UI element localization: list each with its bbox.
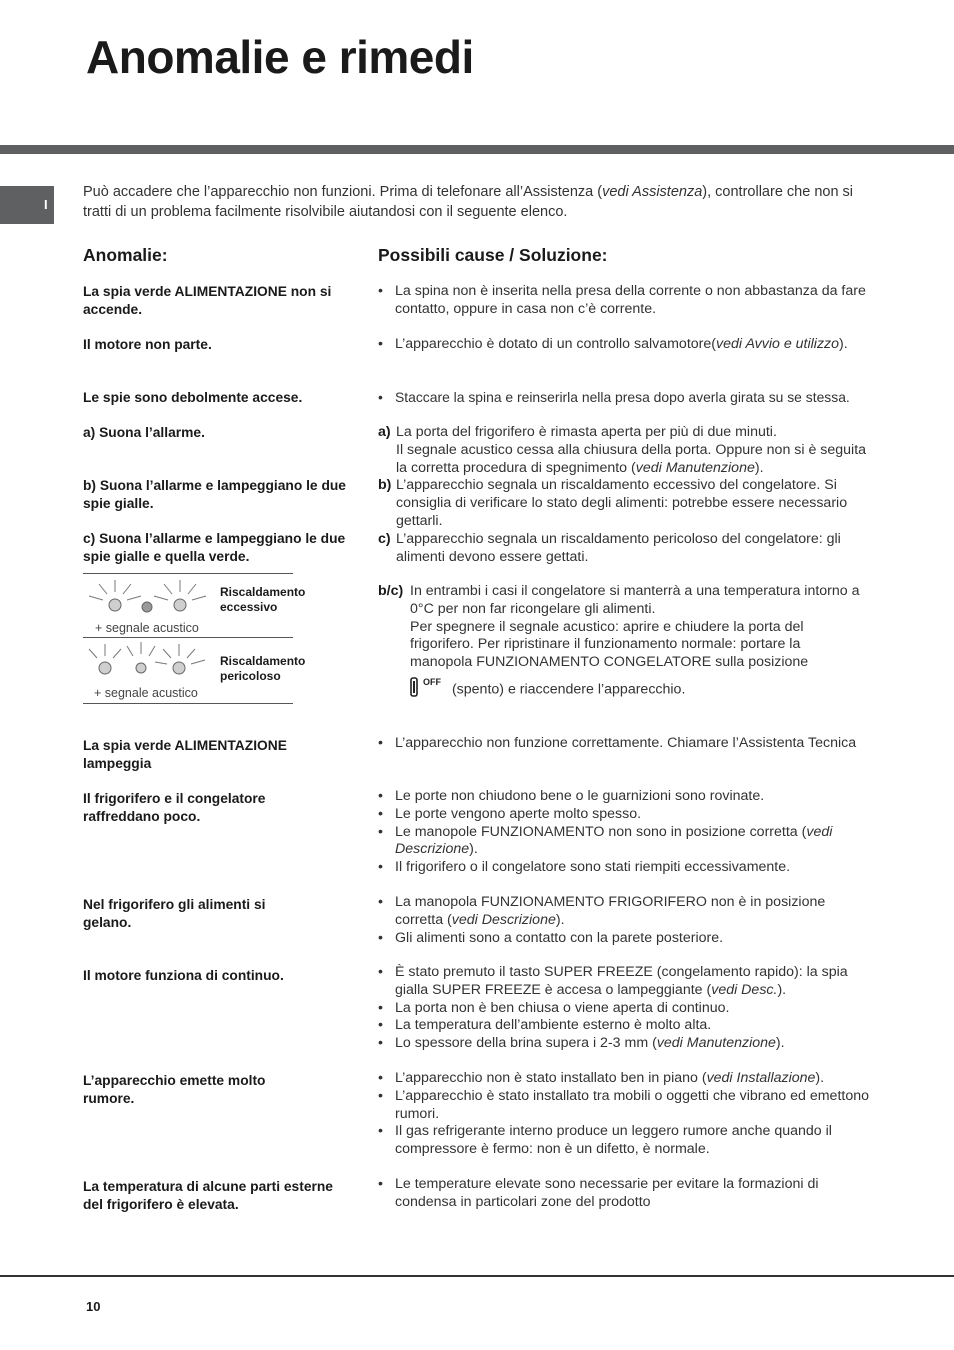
bullet-text: Lo spessore della brina supera i 2-3 mm ( xyxy=(395,1035,657,1052)
bullet-item: • Il gas refrigerante interno produce un leggero rumore anche quando il compressore è fermo: non è un difetto, è normale. xyxy=(378,1123,873,1159)
item-text: ). xyxy=(754,459,764,476)
reference-link: vedi Desc. xyxy=(711,981,778,998)
bullet-item: • L’apparecchio non funzione correttamente. Chiamare l’Assistenta Tecnica xyxy=(378,735,858,753)
off-position-icon xyxy=(410,676,448,704)
labeled-item xyxy=(378,477,878,530)
anomaly-power-blinking: La spia verde ALIMENTAZIONE lampeggia xyxy=(83,738,287,771)
diagram-divider-top xyxy=(83,573,293,574)
diagram-divider-bottom xyxy=(83,703,293,704)
excessive-heating-lights-icon xyxy=(83,576,223,624)
reference-link: vedi Descrizione xyxy=(451,911,556,928)
bullet-item: • Le temperature elevate sono necessarie per evitare la formazioni di condensa in particolari zone del prodotto xyxy=(378,1176,863,1212)
solution-power-blinking xyxy=(378,735,858,753)
anomaly-hot-parts: La temperatura di alcune parti esterne del frigorifero è elevata. xyxy=(83,1179,333,1212)
solution-power xyxy=(378,283,868,319)
solution-hot-parts xyxy=(378,1176,863,1212)
intro-ref: vedi Assistenza xyxy=(602,184,703,200)
item-text: In entrambi i casi il congelatore si manterrà a una temperatura intorno a 0°C per non far ricongelare gli alimenti. xyxy=(410,583,860,617)
bullet-text: ). xyxy=(777,981,787,998)
anomaly-alarm-b: b) Suona l’allarme e lampeggiano le due spie gialle. xyxy=(83,478,346,511)
language-tab-label: I xyxy=(44,197,48,212)
labeled-item xyxy=(378,531,878,567)
bullet-item xyxy=(378,824,848,860)
bullet-text: Le manopole FUNZIONAMENTO non sono in posizione corretta ( xyxy=(395,823,807,840)
bullet-item: • La temperatura dell’ambiente esterno è molto alta. xyxy=(378,1017,858,1035)
cause-heading: Possibili cause / Soluzione: xyxy=(378,245,608,265)
diagram-sub-dangerous: + segnale acustico xyxy=(94,686,198,700)
bullet-text: ). xyxy=(839,336,848,352)
reference-link: vedi Manutenzione xyxy=(635,459,755,476)
bullet-item xyxy=(378,964,858,1000)
anomaly-food-freezes: Nel frigorifero gli alimenti si gelano. xyxy=(83,897,266,930)
footer-rule xyxy=(0,1275,954,1277)
item-text: (spento) e riaccendere l’apparecchio. xyxy=(451,681,686,698)
item-text: Per spegnere il segnale acustico: aprire e chiudere la porta del frigorifero. Per ripristinare il funzionamento normale: portare la manopola FUNZIONAMENTO CONGELATORE sulla posizione xyxy=(410,618,809,671)
intro-text-2: ), controllare che non si tratti di un problema facilmente risolvibile aiutandosi con il seguente elenco. xyxy=(83,184,854,220)
reference-link: vedi Avvio e utilizzo xyxy=(716,336,840,352)
anomaly-motor: Il motore non parte. xyxy=(83,337,212,352)
bullet-item xyxy=(378,1035,858,1053)
bullet-item: • La spina non è inserita nella presa della corrente o non abbastanza da fare contatto, oppure in casa non c’è corrente. xyxy=(378,283,868,319)
bullet-text: ). xyxy=(815,1070,825,1086)
labeled-item xyxy=(378,424,878,442)
intro-paragraph xyxy=(83,183,863,222)
solution-alarm-bc xyxy=(378,583,863,704)
labeled-item-cont xyxy=(378,619,863,672)
item-text: La porta del frigorifero è rimasta aperta per più di due minuti. xyxy=(396,424,777,440)
anomaly-alarm-c: c) Suona l’allarme e lampeggiano le due spie gialle e quella verde. xyxy=(83,531,346,564)
intro-text-1: Può accadere che l’apparecchio non funzioni. Prima di telefonare all’Assistenza ( xyxy=(83,184,603,200)
bullet-item: • Gli alimenti sono a contatto con la parete posteriore. xyxy=(378,930,868,948)
labeled-item xyxy=(378,583,863,619)
bullet-text: ). xyxy=(555,911,565,928)
item-label: b) xyxy=(378,477,392,494)
anomaly-alarm-a: a) Suona l’allarme. xyxy=(83,425,205,440)
bullet-item: • La porta non è ben chiusa o viene aperta di continuo. xyxy=(378,1000,858,1018)
bullet-text: ). xyxy=(469,841,478,858)
solution-dim-lights xyxy=(378,389,898,407)
item-label: b/c) xyxy=(378,583,404,599)
anomaly-noise: L’apparecchio emette molto rumore. xyxy=(83,1073,266,1106)
item-text: L’apparecchio segnala un riscaldamento eccessivo del congelatore. Si consiglia di verificare lo stato degli alimenti: potrebbe essere necessario gettarli. xyxy=(396,477,848,529)
language-tab xyxy=(0,186,54,224)
reference-link: vedi Manutenzione xyxy=(656,1035,776,1052)
off-instruction xyxy=(378,676,863,704)
page-title: Anomalie e rimedi xyxy=(86,31,474,83)
anomalie-heading: Anomalie: xyxy=(83,245,168,265)
bullet-item: • Le porte vengono aperte molto spesso. xyxy=(378,806,848,824)
solution-motor-continuous xyxy=(378,964,858,1053)
labeled-item-cont xyxy=(378,442,878,478)
dangerous-heating-lights-icon xyxy=(83,640,223,688)
bullet-item: • Staccare la spina e reinserirla nella presa dopo averla girata su se stessa. xyxy=(378,389,898,407)
solution-food-freezes xyxy=(378,894,868,947)
bullet-text: La manopola FUNZIONAMENTO FRIGORIFERO non è in posizione corretta ( xyxy=(395,894,826,928)
bullet-item: • L’apparecchio è stato installato tra mobili o oggetti che vibrano ed emettono rumori. xyxy=(378,1088,873,1124)
reference-link: vedi Descrizione xyxy=(395,823,833,858)
page-number: 10 xyxy=(86,1299,101,1314)
anomaly-power-light: La spia verde ALIMENTAZIONE non si accende. xyxy=(83,284,332,317)
bullet-item xyxy=(378,894,868,930)
header-divider-bar xyxy=(0,145,954,154)
bullet-text: L’apparecchio è dotato di un controllo salvamotore( xyxy=(395,336,716,352)
item-text: L’apparecchio segnala un riscaldamento pericoloso del congelatore: gli alimenti devono essere gettati. xyxy=(396,530,841,565)
anomaly-low-cooling: Il frigorifero e il congelatore raffreddano poco. xyxy=(83,791,266,824)
solution-alarm-a xyxy=(378,424,878,566)
solution-low-cooling xyxy=(378,788,848,877)
item-text: Il segnale acustico cessa alla chiusura della porta. Oppure non si è seguita la corretta procedura di spegnimento ( xyxy=(396,441,867,476)
bullet-item: • Le porte non chiudono bene o le guarnizioni sono rovinate. xyxy=(378,788,848,806)
solution-noise xyxy=(378,1070,873,1159)
bullet-text: L’apparecchio non è stato installato ben in piano ( xyxy=(395,1070,707,1086)
bullet-item: • Il frigorifero o il congelatore sono stati riempiti eccessivamente. xyxy=(378,859,848,877)
diagram-label-dangerous: Riscaldamento pericoloso xyxy=(220,654,306,683)
bullet-text: È stato premuto il tasto SUPER FREEZE (congelamento rapido): la spia gialla SUPER FREEZE è accesa o lampeggiante ( xyxy=(395,964,848,998)
anomaly-dim-lights: Le spie sono debolmente accese. xyxy=(83,390,303,405)
item-label: c) xyxy=(378,530,391,547)
diagram-label-excessive: Riscaldamento eccessivo xyxy=(220,585,306,614)
solution-motor xyxy=(378,336,848,354)
item-label: a) xyxy=(378,424,391,440)
bullet-text: ). xyxy=(775,1035,785,1052)
diagram-sub-excessive: + segnale acustico xyxy=(95,621,199,635)
reference-link: vedi Installazione xyxy=(706,1070,816,1086)
bullet-item xyxy=(378,336,848,354)
off-label: OFF xyxy=(423,676,441,687)
bullet-item xyxy=(378,1070,873,1088)
diagram-divider-mid xyxy=(83,637,293,638)
anomaly-motor-continuous: Il motore funziona di continuo. xyxy=(83,968,284,983)
